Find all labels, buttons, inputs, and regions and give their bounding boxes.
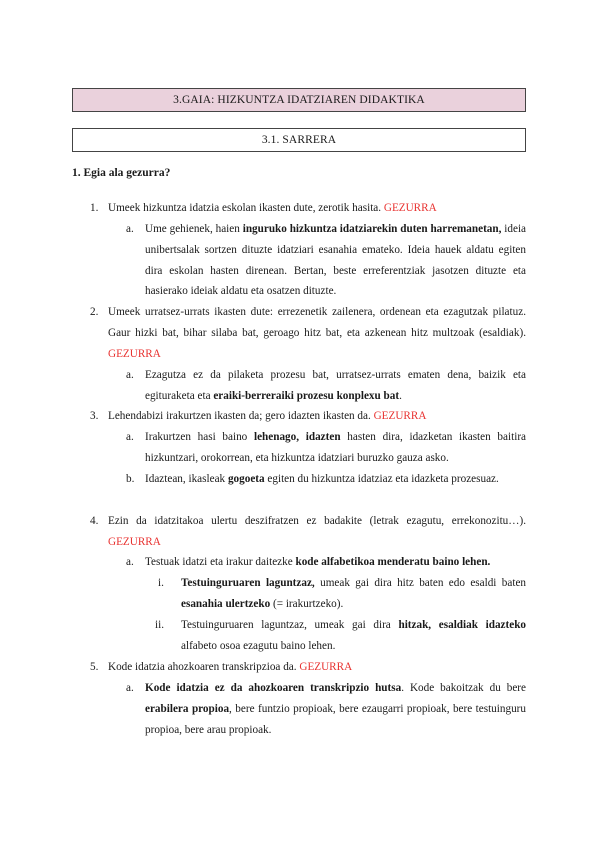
item-number: 1. bbox=[90, 202, 99, 214]
item-text: Umeek hizkuntza idatzia eskolan ikasten dute, zerotik hasita. GEZURRA bbox=[108, 202, 437, 214]
answer-label: GEZURRA bbox=[108, 347, 161, 360]
item-number: 3. bbox=[90, 410, 99, 422]
item-text: Kode idatzia ahozkoaren transkripzioa da. GEZURRA bbox=[108, 661, 353, 673]
chapter-title-box bbox=[72, 88, 526, 112]
answer-label: GEZURRA bbox=[108, 535, 161, 548]
item-number: 2. bbox=[90, 306, 99, 318]
chapter-title: 3.GAIA: HIZKUNTZA IDATZIAREN DIDAKTIKA bbox=[173, 94, 425, 106]
item-number: 5. bbox=[90, 661, 99, 673]
document-page: 3.GAIA: HIZKUNTZA IDATZIAREN DIDAKTIKA 3.1. SARRERA 1. Egia ala gezurra? 1. Umeek hizkuntza idatzia eskolan ikasten dute, zerotik hasita. GEZURRA a. Ume gehienek, haien inguruko hizkuntza idatziarekin duten harremanetan, ideia unibertsalak sortzen dituzte idatziari esanahia emateko. Ideia hauek aldatu egiten dira eskolan hasten direnean. Bertan, beste erreferentziak jasotzen dituzte eta hasierako ideiak aldatu eta osatzen dituzte. 2. Umeek urratsez-urrats ikasten dute: errezenetik zailenera, ordenean eta ezagutzak pilatuz. Gaur hizki bat, bihar silaba bat, geroago hitz bat, eta azkenean hitz multzoak (esaldiak). GEZURRA a. Ezagutza ez da pilaketa prozesu bat, urratsez-urrats ematen dena, baizik eta egituraketa eta eraiki-berreraiki prozesu konplexu bat. 3. Lehendabizi irakurtzen ikasten da; gero idazten ikasten da. GEZURRA a. Irakurtzen hasi baino lehenago, idazten hasten dira, idazketan ikasten baitira hizkuntzari, orokorrean, eta hizkuntza idatziari buruzko gauza asko. b. Idaztean, ikasleak gogoeta egiten du hizkuntza idatziaz eta idazketa prozesuaz. 4. Ezin da idatzitakoa ulertu deszifratzen ez badakite (letrak ezagutu, errekonozitu…). GEZURRA a. Testuak idatzi eta irakur daitezke kode alfabetikoa menderatu baino lehen. i. Testuinguruaren laguntzaz, umeak gai dira hitz baten edo esaldi baten esanahia ulertzeko (= irakurtzeko). ii. Testuinguruaren laguntzaz, umeak gai dira hitzak, esaldiak idazteko alfabeto osoa ezagutu baino lehen. 5. Kode idatzia ahozkoaren transkripzioa da. GEZURRA a. Kode idatzia ez da ahozkoaren transkripzio hutsa. Kode bakoitzak du bere erabilera propioa, bere funtzio propioak, bere ezaugarri propioak, bere testuinguru propioa, bere arau propioak. bbox=[0, 0, 600, 848]
answer-label: GEZURRA bbox=[373, 410, 427, 422]
item-text: Ezin da idatzitakoa ulertu deszifratzen ez badakite (letrak ezagutu, errekonozitu…). GEZURRA bbox=[108, 515, 526, 548]
item-text: Lehendabizi irakurtzen ikasten da; gero idazten ikasten da. GEZURRA bbox=[108, 410, 427, 422]
answer-label: GEZURRA bbox=[383, 202, 437, 214]
section-title: 3.1. SARRERA bbox=[261, 134, 337, 146]
item-number: 4. bbox=[90, 515, 99, 527]
question-heading: 1. Egia ala gezurra? bbox=[72, 167, 171, 179]
answer-label: GEZURRA bbox=[299, 661, 353, 673]
section-title-box bbox=[72, 128, 526, 152]
item-text: Umeek urratsez-urrats ikasten dute: errezenetik zailenera, ordenean eta ezagutzak pilatuz. Gaur hizki bat, bihar silaba bat, geroago hitz bat, eta azkenean hitz multzoak (esaldiak). GEZURRA bbox=[108, 306, 526, 360]
